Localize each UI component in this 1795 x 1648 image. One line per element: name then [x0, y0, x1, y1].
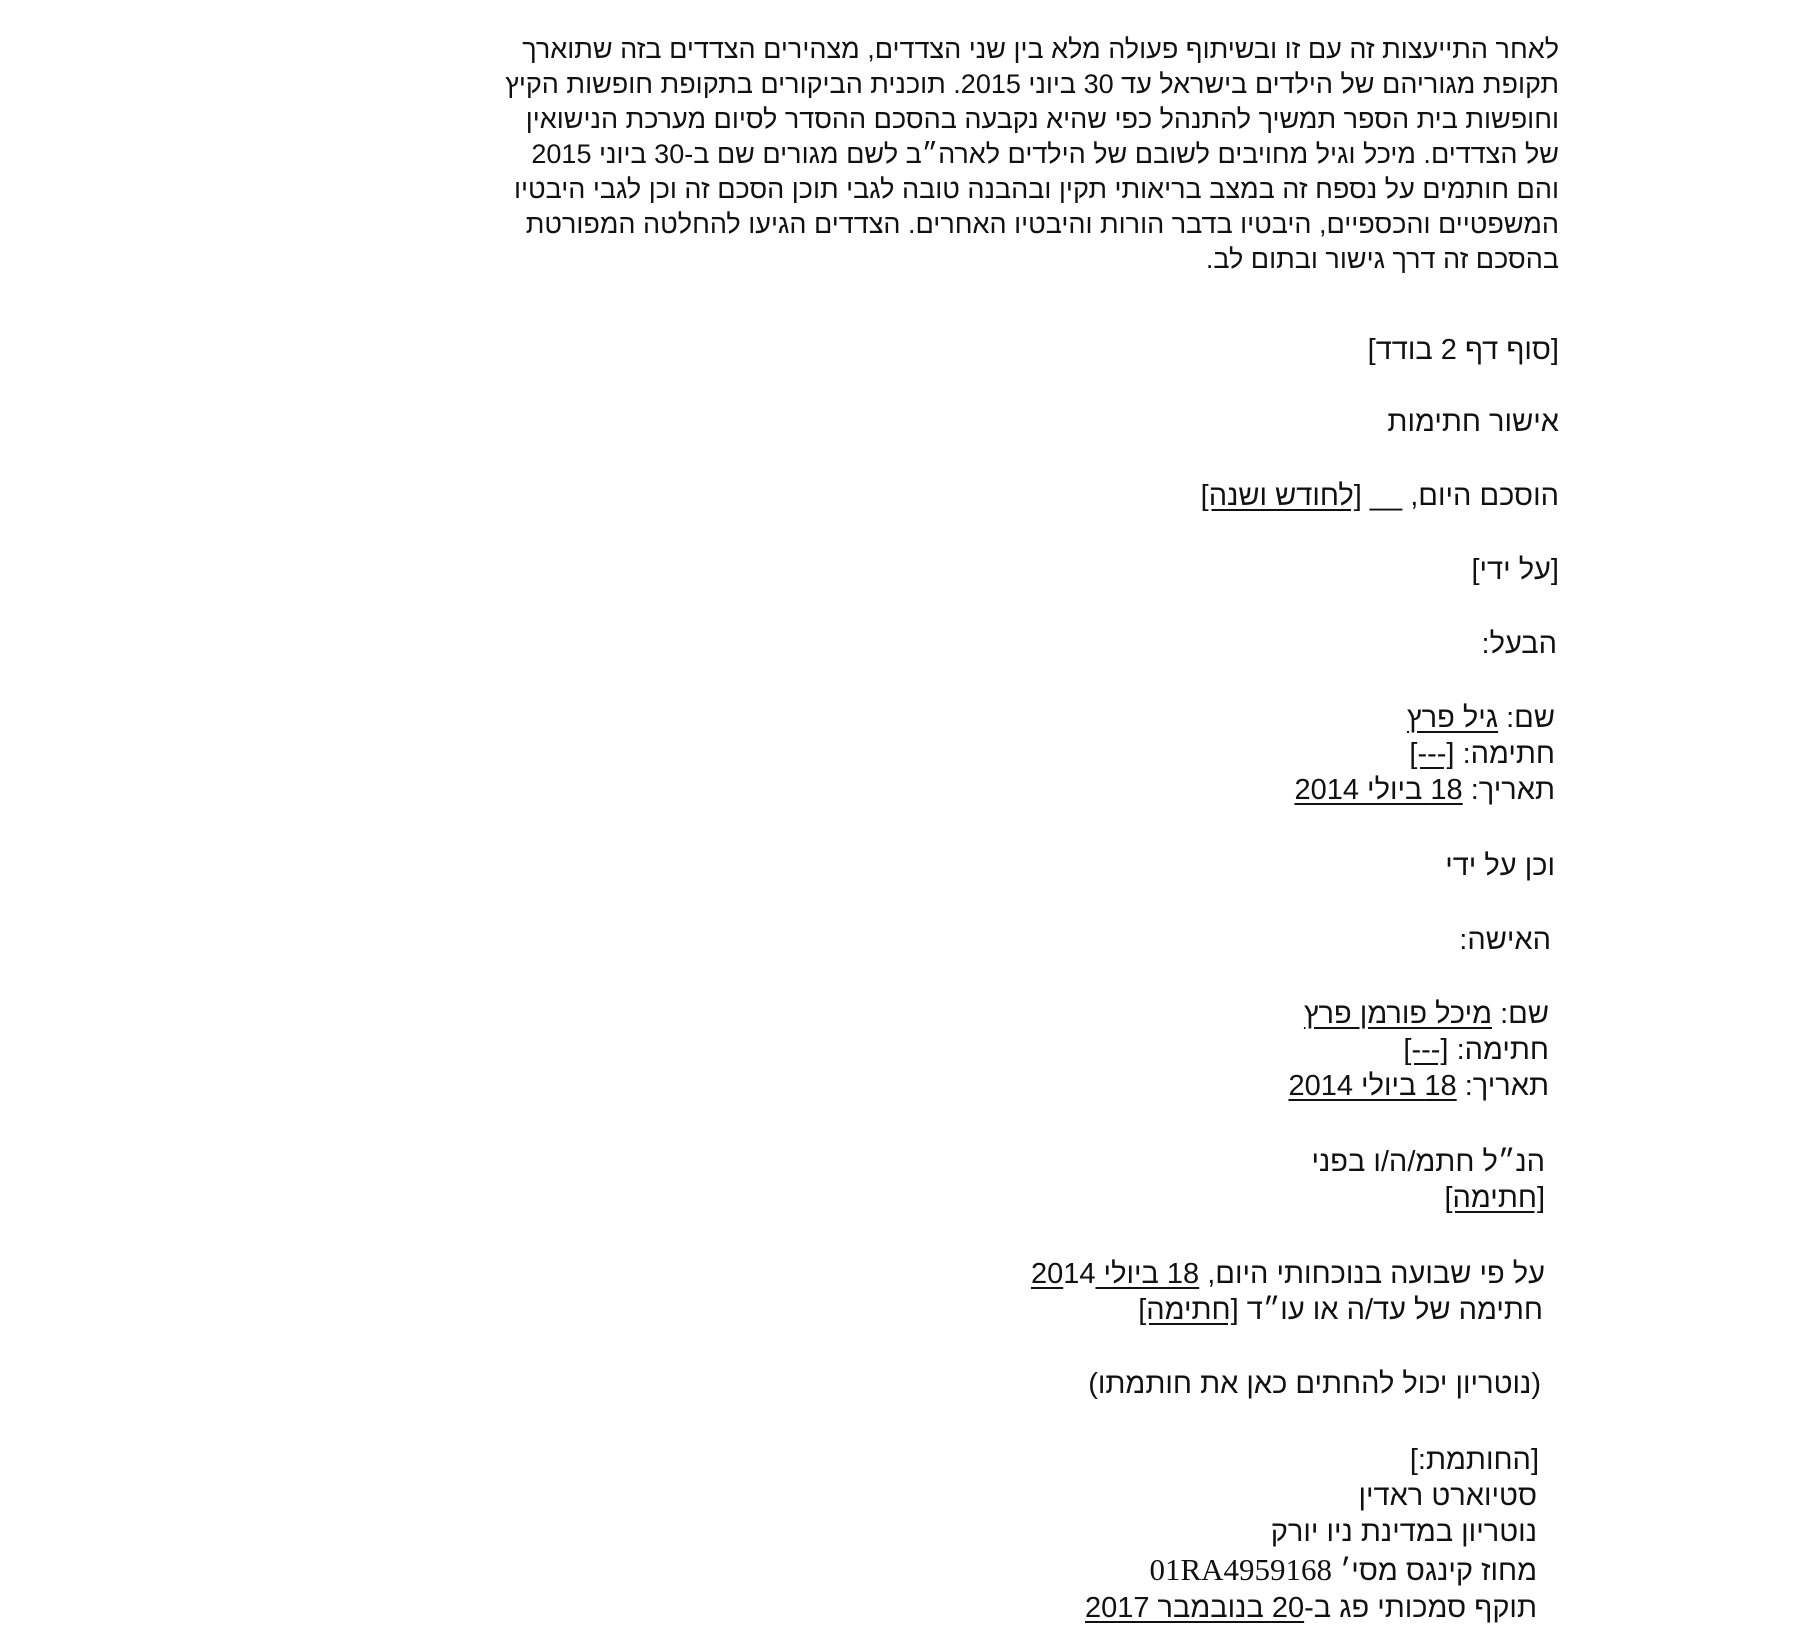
stamp-expiry-date: 20 בנובמבר 2017 [1084, 1592, 1305, 1624]
wife-name-label: שם: [1500, 998, 1549, 1030]
wife-date-line [1288, 1068, 1549, 1104]
husband-signature: [---] [1409, 738, 1455, 770]
paragraph-line: לאחר התייעצות זה עם זו ובשיתוף פעולה מלא בין שני הצדדים, מצהירים הצדדים בזה שתוארך [522, 34, 1559, 64]
wife-signature: [---] [1403, 1034, 1449, 1066]
paragraph-line: והם חותמים על נספח זה במצב בריאותי תקין ובהבנה טובה לגבי תוכן הסכם זה וכן לגבי היבטיו [513, 174, 1559, 204]
husband-date-line [1294, 772, 1555, 808]
stamp-expiry-prefix: תוקף סמכותי פג ב- [1304, 1592, 1537, 1624]
oath-date-rest: 14 [1063, 1258, 1096, 1290]
notary-note: (נוטריון יכול להחתים כאן את חותמתו) [1088, 1368, 1541, 1400]
oath-line [1031, 1256, 1545, 1292]
oath-signer-line [1138, 1292, 1543, 1328]
wife-date-label: תאריך: [1464, 1070, 1549, 1102]
agreed-today-blank: __ [1369, 480, 1403, 512]
husband-name: גיל פרץ [1407, 702, 1499, 734]
paragraph-line: של הצדדים. מיכל וגיל מחויבים לשובם של הילדים לארה״ב לשם מגורים שם ב-30 ביוני 2015 [531, 139, 1559, 169]
husband-signature-line [1409, 736, 1555, 772]
witness-signature: [חתימה] [1444, 1182, 1545, 1214]
stamp-expiry-line [1085, 1590, 1537, 1626]
husband-name-label: שם: [1506, 702, 1555, 734]
stamp-label: [החותמת:] [1409, 1444, 1539, 1476]
husband-date-label: תאריך: [1470, 774, 1555, 806]
oath-date: 18 ביולי 20 [1030, 1258, 1200, 1290]
wife-heading: האישה: [1459, 924, 1551, 956]
stamp-district-line [1149, 1552, 1537, 1589]
witness-line: הנ״ל חתמ/ה/ו בפני [1311, 1146, 1545, 1178]
and-by-label: וכן על ידי [1445, 850, 1555, 882]
wife-signature-label: חתימה: [1456, 1034, 1549, 1066]
end-of-page-note: [סוף דף 2 בודד] [1367, 334, 1559, 366]
witness-signature-line [1445, 1180, 1546, 1216]
husband-heading: הבעל: [1481, 628, 1557, 660]
wife-name-line [1304, 996, 1549, 1032]
wife-signature-line [1403, 1032, 1549, 1068]
agreed-today-month-year: [לחודש ושנה] [1200, 480, 1362, 512]
husband-name-line [1407, 700, 1555, 736]
wife-name: מיכל פורמן פרץ [1303, 998, 1493, 1030]
paragraph-line: בהסכם זה דרך גישור ובתום לב. [1205, 244, 1559, 274]
stamp-name: סטיוארט ראדין [1358, 1480, 1537, 1512]
oath-signer-signature: [חתימה] [1138, 1294, 1239, 1326]
oath-prefix: על פי שבועה בנוכחותי היום, [1207, 1258, 1545, 1290]
by-label: [על ידי] [1471, 554, 1559, 586]
signature-confirmation-heading: אישור חתימות [1387, 406, 1559, 438]
paragraph-line: תקופת מגוריהם של הילדים בישראל עד 30 ביוני 2015. תוכנית הביקורים בתקופת חופשות הקיץ [505, 69, 1559, 99]
stamp-title: נוטריון במדינת ניו יורק [1270, 1516, 1537, 1548]
oath-signer-prefix: חתימה של עד/ה או עו״ד [1246, 1294, 1543, 1326]
agreed-today-line [1201, 478, 1559, 514]
agreement-paragraph [289, 32, 1559, 277]
stamp-district-prefix: מחוז קינגס מסי׳ [1340, 1555, 1537, 1587]
paragraph-line: המשפטיים והכספיים, היבטיו בדבר הורות והיבטיו האחרים. הצדדים הגיעו להחלטה המפורטת [525, 209, 1559, 239]
wife-date: 18 ביולי 2014 [1288, 1070, 1457, 1102]
husband-signature-label: חתימה: [1462, 738, 1555, 770]
agreed-today-prefix: הוסכם היום, [1410, 480, 1559, 512]
husband-date: 18 ביולי 2014 [1294, 774, 1463, 806]
paragraph-line: וחופשות בית הספר תמשיך להתנהל כפי שהיא נקבעה בהסכם ההסדר לסיום מערכת הנישואין [525, 104, 1559, 134]
stamp-license-number: 01RA4959168 [1149, 1552, 1333, 1587]
